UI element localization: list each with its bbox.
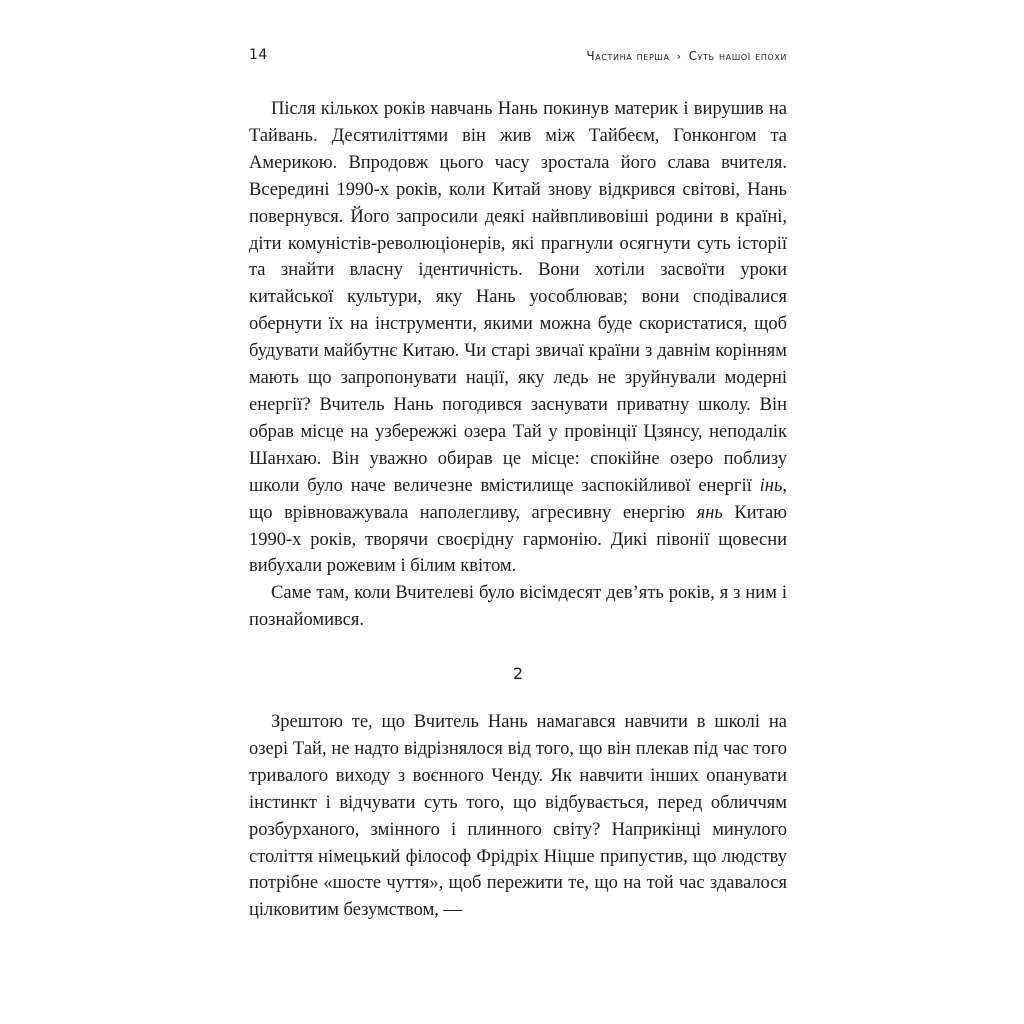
book-page bbox=[249, 0, 787, 1024]
running-head bbox=[249, 47, 787, 67]
chapter-title: Суть нашої епохи bbox=[688, 49, 787, 63]
section-2-text bbox=[249, 709, 787, 924]
paragraph: Саме там, коли Вчителеві було вісімдесят дев’ять років, я з ним і познайомився. bbox=[249, 583, 787, 631]
chevron-right-icon: › bbox=[676, 50, 682, 63]
paragraph: Зрештою те, що Вчитель Нань намагався навчити в школі на озері Тай, не надто відрізнялося від того, що він плекав під час того тривалого виходу з воєнного Ченду. Як навчити інших опанувати інстинкт і відчувати суть того, що відбувається, перед обличчям розбурханого, змінного і плинного світу? Наприкінці минулого століття німецький філософ Фрідріх Ніцше припустив, що людству потрібне «шосте чуття», щоб пережити те, що на той час здавалося цілковитим безумством, — bbox=[249, 712, 787, 921]
paragraph bbox=[249, 96, 787, 580]
italic-term-yin: інь bbox=[759, 475, 783, 496]
section-number: 2 bbox=[512, 664, 524, 683]
text-run: Китаю 1990-х років, творячи своєрідну гармонію. Дикі півонії щовесни вибухали рожевим і білим квітом. bbox=[249, 502, 787, 577]
text-run: , що врівноважувала наполегливу, агресивну енергію bbox=[249, 475, 787, 523]
text-run: Після кількох років навчань Нань покинув материк і вирушив на Тайвань. Десятиліттями він жив між Тайбеєм, Гонконгом та Америкою. Впродовж цього часу зростала його слава вчителя. Всередині 1990-х років, коли Китай знову відкрився світові, Нань повернувся. Його запросили деякі найвпливовіші родини в країні, діти комуністів-революціонерів, які прагнули осягнути суть історії та знайти власну ідентичність. Вони хотіли засвоїти уроки китайської культури, яку Нань уособлював; вони сподівалися обернути їх на інструменти, якими можна буде скористатися, щоб будувати майбутнє Китаю. Чи старі звичаї країни з давнім корінням мають що запропонувати нації, яку ледь не зруйнували модерні енергії? Вчитель Нань погодився заснувати приватну школу. Він обрав місце на узбережжі озера Тай у провінції Цзянсу, неподалік Шанхаю. Він уважно обирав це місце: спокійне озеро поблизу школи було наче величезне вмістилище заспокійливої енергії bbox=[249, 99, 787, 496]
running-title bbox=[586, 49, 787, 63]
part-title: Частина перша bbox=[586, 49, 670, 63]
section-1-text bbox=[249, 96, 787, 634]
italic-term-yang: янь bbox=[696, 502, 723, 523]
page-number: 14 bbox=[249, 47, 268, 63]
